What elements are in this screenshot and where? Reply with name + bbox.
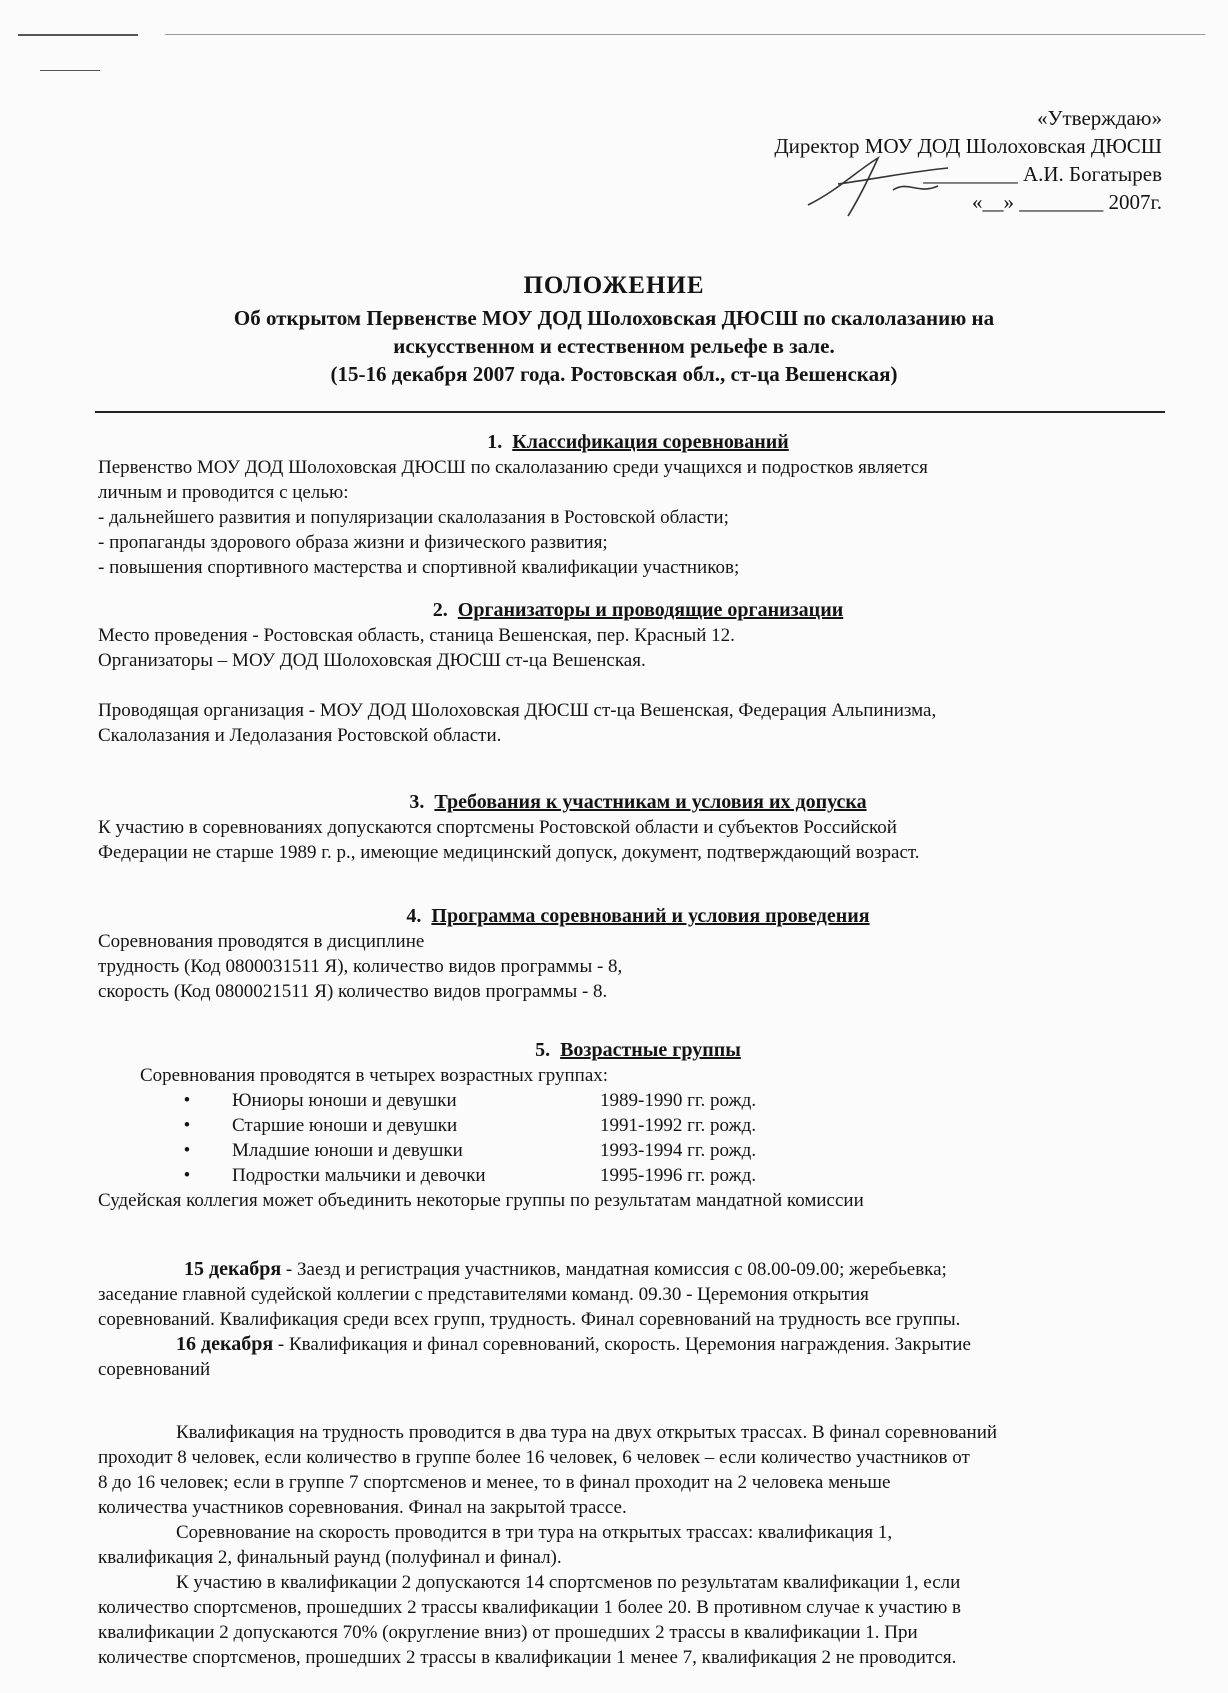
document-title: ПОЛОЖЕНИЕ bbox=[523, 272, 705, 299]
group-years: 1993-1994 гг. рожд. bbox=[600, 1140, 757, 1161]
paragraph: Скалолазания и Ледолазания Ростовской области. bbox=[98, 725, 502, 746]
subtitle-line: (15-16 декабря 2007 года. Ростовская обл., ст-ца Вешенская) bbox=[330, 362, 898, 386]
group-name: Младшие юноши и девушки bbox=[232, 1140, 463, 1161]
list-item bbox=[98, 1088, 1178, 1113]
text-line: Квалификация на трудность проводится в два тура на двух открытых трассах. В финал соревнований bbox=[176, 1422, 998, 1443]
group-years: 1995-1996 гг. рожд. bbox=[600, 1165, 757, 1186]
section-title: Классификация соревнований bbox=[512, 431, 789, 453]
day-text: - Заезд и регистрация участников, мандатная комиссия с 08.00-09.00; жеребьевка; bbox=[281, 1259, 947, 1280]
scan-artifact-line bbox=[18, 34, 138, 36]
bullet-icon: • bbox=[183, 1090, 191, 1111]
list-item: - повышения спортивного мастерства и спортивной квалификации участников; bbox=[98, 557, 740, 578]
section-requirements bbox=[98, 790, 1178, 865]
paragraph: количества участников соревнования. Финал на закрытой трассе. bbox=[98, 1497, 627, 1518]
paragraph: заседание главной судейской коллегии с представителями команд. 09.30 - Церемония открытия bbox=[98, 1284, 869, 1305]
paragraph: соревнований bbox=[98, 1359, 211, 1380]
section-title: Требования к участникам и условия их допуска bbox=[434, 791, 867, 813]
section-heading bbox=[98, 790, 1178, 815]
paragraph: проходит 8 человек, если количество в группе более 16 человек, 6 человек – если количество участников от bbox=[98, 1447, 970, 1468]
paragraph: Место проведения - Ростовская область, станица Вешенская, пер. Красный 12. bbox=[98, 625, 735, 646]
group-years: 1989-1990 гг. рожд. bbox=[600, 1090, 757, 1111]
approval-position: Директор МОУ ДОД Шолоховская ДЮСШ bbox=[774, 134, 1162, 158]
paragraph: Организаторы – МОУ ДОД Шолоховская ДЮСШ ст-ца Вешенская. bbox=[98, 650, 646, 671]
approval-word: «Утверждаю» bbox=[1037, 106, 1162, 130]
group-years: 1991-1992 гг. рожд. bbox=[600, 1115, 757, 1136]
paragraph: квалификации 2 допускаются 70% (округление вниз) от прошедших 2 трассы в квалификации 1. При bbox=[98, 1622, 918, 1643]
paragraph: Соревнования проводятся в четырех возрастных группах: bbox=[140, 1065, 609, 1086]
section-title: Возрастные группы bbox=[560, 1039, 741, 1061]
list-item bbox=[98, 1138, 1178, 1163]
day-label: 15 декабря bbox=[184, 1258, 282, 1280]
paragraph: количестве спортсменов, прошедших 2 трассы в квалификации 1 менее 7, квалификация 2 не проводится. bbox=[98, 1647, 957, 1668]
section-number: 3. bbox=[409, 791, 425, 813]
paragraph: К участию в соревнованиях допускаются спортсмены Ростовской области и субъектов Российской bbox=[98, 817, 897, 838]
group-name: Старшие юноши и девушки bbox=[232, 1115, 458, 1136]
competition-rules bbox=[98, 1420, 1178, 1670]
day-label: 16 декабря bbox=[176, 1333, 274, 1355]
schedule bbox=[98, 1257, 1178, 1382]
section-organizers bbox=[98, 598, 1178, 748]
paragraph: личным и проводится с целью: bbox=[98, 482, 349, 503]
section-heading bbox=[98, 904, 1178, 929]
paragraph: квалификация 2, финальный раунд (полуфинал и финал). bbox=[98, 1547, 562, 1568]
paragraph: Соревнования проводятся в дисциплине bbox=[98, 931, 425, 952]
approval-block bbox=[602, 104, 1162, 216]
paragraph bbox=[98, 1570, 1178, 1595]
day-text: - Квалификация и финал соревнований, скорость. Церемония награждения. Закрытие bbox=[273, 1334, 971, 1355]
group-name: Подростки мальчики и девочки bbox=[232, 1165, 486, 1186]
approval-name: _________ А.И. Богатырев bbox=[923, 162, 1162, 186]
section-program bbox=[98, 904, 1178, 1004]
paragraph: Первенство МОУ ДОД Шолоховская ДЮСШ по скалолазанию среди учащихся и подростков является bbox=[98, 457, 928, 478]
title-divider bbox=[95, 411, 1165, 413]
list-item bbox=[98, 1113, 1178, 1138]
approval-date: «__» ________ 2007г. bbox=[972, 190, 1162, 214]
bullet-icon: • bbox=[183, 1140, 191, 1161]
paragraph bbox=[98, 1420, 1178, 1445]
paragraph: 8 до 16 человек; если в группе 7 спортсменов и менее, то в финал проходит на 2 человека меньше bbox=[98, 1472, 891, 1493]
paragraph: трудность (Код 0800031511 Я), количество видов программы - 8, bbox=[98, 956, 623, 977]
section-heading bbox=[98, 430, 1178, 455]
group-name: Юниоры юноши и девушки bbox=[232, 1090, 457, 1111]
schedule-day bbox=[98, 1257, 1178, 1282]
section-heading bbox=[98, 598, 1178, 623]
scan-artifact-line bbox=[165, 34, 1205, 35]
bullet-icon: • bbox=[183, 1165, 191, 1186]
paragraph: Судейская коллегия может объединить некоторые группы по результатам мандатной комиссии bbox=[98, 1190, 864, 1211]
text-line: К участию в квалификации 2 допускаются 14 спортсменов по результатам квалификации 1, если bbox=[176, 1572, 961, 1593]
section-title: Организаторы и проводящие организации bbox=[457, 599, 844, 621]
section-number: 2. bbox=[432, 599, 448, 621]
subtitle-line: искусственном и естественном рельефе в зале. bbox=[393, 334, 835, 358]
age-group-list bbox=[98, 1088, 1178, 1188]
paragraph: количество спортсменов, прошедших 2 трассы квалификации 1 более 20. В противном случае к участию в bbox=[98, 1597, 961, 1618]
section-number: 5. bbox=[535, 1039, 551, 1061]
list-item: - пропаганды здорового образа жизни и физического развития; bbox=[98, 532, 608, 553]
schedule-day bbox=[98, 1332, 1178, 1357]
section-title: Программа соревнований и условия проведения bbox=[431, 905, 870, 927]
paragraph: соревнований. Квалификация среди всех групп, трудность. Финал соревнований на трудность все группы. bbox=[98, 1309, 961, 1330]
section-classification bbox=[98, 430, 1178, 580]
section-number: 4. bbox=[406, 905, 422, 927]
document-subtitle bbox=[0, 304, 1228, 388]
scan-artifact-mark bbox=[40, 70, 100, 71]
section-age-groups bbox=[98, 1038, 1178, 1213]
bullet-icon: • bbox=[183, 1115, 191, 1136]
list-item bbox=[98, 1163, 1178, 1188]
list-item: - дальнейшего развития и популяризации скалолазания в Ростовской области; bbox=[98, 507, 729, 528]
paragraph: Проводящая организация - МОУ ДОД Шолоховская ДЮСШ ст-ца Вешенская, Федерация Альпинизма, bbox=[98, 700, 937, 721]
paragraph: скорость (Код 0800021511 Я) количество видов программы - 8. bbox=[98, 981, 608, 1002]
subtitle-line: Об открытом Первенстве МОУ ДОД Шолоховская ДЮСШ по скалолазанию на bbox=[233, 306, 995, 330]
text-line: Соревнование на скорость проводится в три тура на открытых трассах: квалификация 1, bbox=[176, 1522, 893, 1543]
section-heading bbox=[98, 1038, 1178, 1063]
section-number: 1. bbox=[487, 431, 503, 453]
paragraph bbox=[98, 1520, 1178, 1545]
paragraph: Федерации не старше 1989 г. р., имеющие медицинский допуск, документ, подтверждающий возраст. bbox=[98, 842, 920, 863]
